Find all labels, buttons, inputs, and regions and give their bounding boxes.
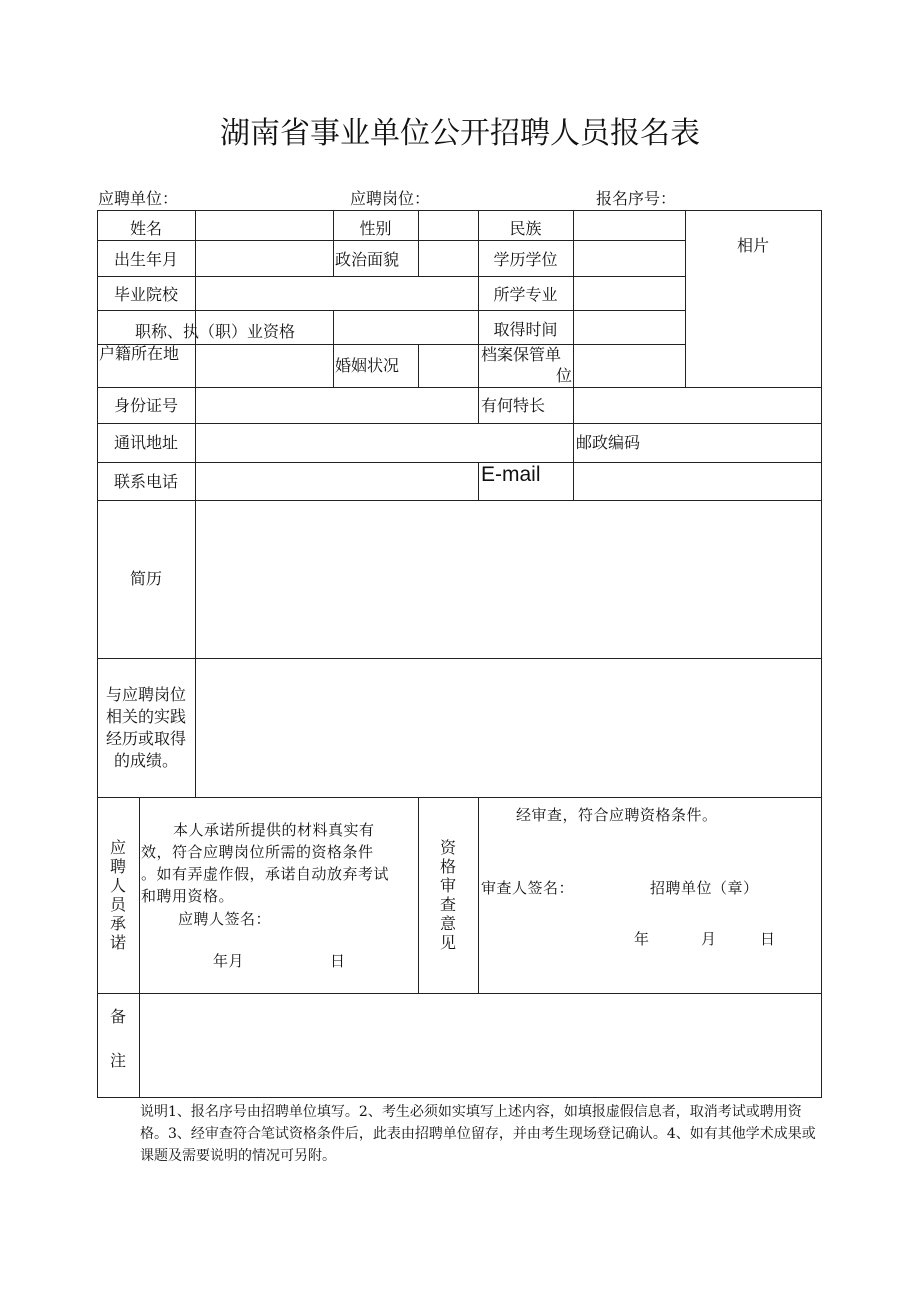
pledge-text-line3: 。如有弄虚作假，承诺自动放弃考试 xyxy=(141,865,390,883)
gender-label: 性别 xyxy=(359,219,392,238)
review-year: 年 xyxy=(634,930,650,948)
experience-label-line1: 与应聘岗位 xyxy=(105,685,186,704)
pledge-text-line2: 效，符合应聘岗位所需的资格条件 xyxy=(141,843,374,861)
email-label: E-mail xyxy=(481,463,541,486)
birth-label: 出生年月 xyxy=(113,250,178,269)
title-qual-label: 职称、执（职）业资格 xyxy=(134,322,295,341)
experience-label-line3: 经历或取得 xyxy=(105,729,186,748)
archive-label-line1: 档案保管单 xyxy=(481,345,562,364)
marital-label: 婚姻状况 xyxy=(335,356,400,375)
id-number-label: 身份证号 xyxy=(113,396,178,415)
remarks-label-char2: 注 xyxy=(109,1051,126,1070)
pledge-sign-label: 应聘人签名： xyxy=(178,910,272,928)
phone-label: 联系电话 xyxy=(113,472,178,491)
obtain-time-label: 取得时间 xyxy=(493,320,558,339)
resume-label: 简历 xyxy=(129,569,162,588)
name-label: 姓名 xyxy=(129,219,162,238)
hukou-label: 户籍所在地 xyxy=(99,344,180,363)
review-label: 资 格 审 查 意 见 xyxy=(439,838,456,952)
major-label: 所学专业 xyxy=(493,285,558,304)
specialty-label: 有何特长 xyxy=(481,396,546,415)
pledge-text-line4: 和聘用资格。 xyxy=(141,887,235,905)
archive-label-line2: 位 xyxy=(556,366,573,385)
address-label: 通讯地址 xyxy=(113,433,178,452)
experience-label-line2: 相关的实践 xyxy=(105,707,186,726)
review-month: 月 xyxy=(701,930,717,948)
header-unit-label: 应聘单位： xyxy=(98,189,179,208)
pledge-day: 日 xyxy=(330,952,346,970)
postcode-label: 邮政编码 xyxy=(576,433,641,452)
reviewer-sign-label: 审查人签名： xyxy=(481,879,575,897)
form-note: 说明1、报名序号由招聘单位填写。2、考生必须如实填写上述内容，如填报虚假信息者，取消考试或聘用资格。3、经审查符合笔试资格条件后，此表由招聘单位留存，并由考生现场登记确认。4、如有其他学术成果或课题及需要说明的情况可另附。 xyxy=(140,1104,816,1164)
remarks-label-char1: 备 xyxy=(109,1007,126,1026)
degree-label: 学历学位 xyxy=(493,250,558,269)
school-label: 毕业院校 xyxy=(113,285,178,304)
review-result-text: 经审查，符合应聘资格条件。 xyxy=(516,806,718,824)
form-title: 湖南省事业单位公开招聘人员报名表 xyxy=(220,116,700,151)
political-label: 政治面貌 xyxy=(335,250,400,269)
photo-label: 相片 xyxy=(736,236,769,255)
pledge-text-line1: 本人承诺所提供的材料真实有 xyxy=(173,821,375,839)
unit-seal-label: 招聘单位（章） xyxy=(650,879,759,897)
pledge-label: 应 聘 人 员 承 诺 xyxy=(109,838,126,952)
pledge-year-month: 年月 xyxy=(213,952,245,970)
ethnicity-label: 民族 xyxy=(509,219,542,238)
header-serial-label: 报名序号： xyxy=(596,189,677,208)
experience-label-line4: 的成绩。 xyxy=(113,751,178,770)
header-position-label: 应聘岗位： xyxy=(350,189,431,208)
review-day: 日 xyxy=(760,930,776,948)
